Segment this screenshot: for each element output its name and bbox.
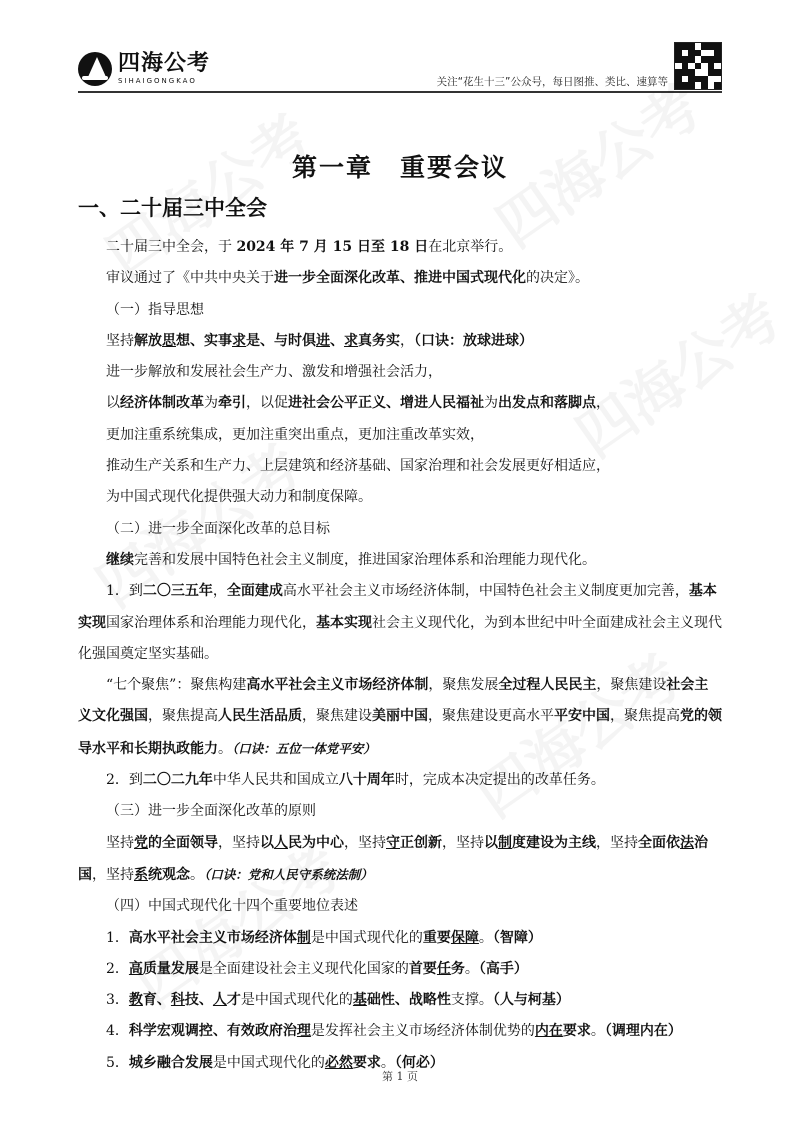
text-segment: 人民生活品质	[218, 708, 302, 725]
text-segment: 完善和发展中国特色社会主义制度，推进国家治理体系和治理能力现代化。	[134, 551, 596, 568]
text-segment: 务	[450, 960, 465, 977]
text-segment: （口诀：放球进球）	[414, 332, 533, 349]
paragraph	[78, 923, 722, 954]
text-segment: 。	[190, 866, 204, 883]
text-segment: 时，完成本决定提出的改革任务。	[394, 772, 605, 789]
text-segment: 社会主义现代化，为到本世纪中叶全面建成社会主义现代化强国奠定坚实基础。	[78, 614, 722, 662]
paragraph	[78, 420, 722, 451]
text-segment: 。	[478, 929, 493, 946]
text-segment: 审议通过了《中共中央关于	[106, 270, 274, 287]
paragraph	[78, 828, 722, 892]
document-body	[78, 232, 722, 1079]
text-segment: 正创新	[400, 834, 442, 851]
text-segment: 民为中心	[288, 834, 344, 851]
header-note: 关注“花生十三”公众号，每日图推、类比、速算等	[436, 76, 668, 88]
text-segment: 求	[232, 332, 246, 349]
text-segment: 牵引	[218, 395, 246, 412]
brand-logo	[78, 52, 210, 86]
section-title: 一、二十届三中全会	[78, 195, 267, 220]
text-segment: 城乡融合发展	[128, 1054, 213, 1071]
text-segment: 进	[316, 332, 330, 349]
text-segment: 求	[344, 332, 358, 349]
text-segment: （三）进一步全面深化改革的原则	[106, 803, 316, 820]
header-divider	[78, 91, 722, 93]
text-segment: 全面依	[638, 834, 680, 851]
text-segment: 技、	[184, 992, 213, 1009]
text-segment: 制	[498, 834, 512, 851]
text-segment: ，	[400, 332, 414, 349]
text-segment: 全过程人民民主	[498, 677, 597, 694]
text-segment: ，聚焦建设更高水平	[428, 708, 554, 725]
paragraph	[78, 295, 722, 326]
text-segment: ，坚持	[596, 834, 638, 851]
text-segment: （智障）	[492, 929, 542, 946]
text-segment: 是中国式现代化的	[212, 1054, 325, 1071]
text-segment: 教	[128, 992, 143, 1009]
text-segment: ，聚焦建设	[596, 677, 667, 694]
text-segment: ，聚焦发展	[428, 677, 499, 694]
paragraph	[78, 514, 722, 545]
text-segment: ，坚持	[344, 834, 386, 851]
text-segment: 高水平社会主义市场经济体	[128, 929, 297, 946]
text-segment: （何必）	[394, 1054, 444, 1071]
text-segment: 坚持	[106, 332, 134, 349]
text-segment: 以	[484, 834, 498, 851]
text-segment: 二〇三五年	[142, 583, 213, 600]
text-segment: ，坚持	[92, 866, 134, 883]
text-segment: （二）进一步全面深化改革的总目标	[106, 520, 330, 537]
paragraph	[78, 326, 722, 357]
text-segment: 要求	[352, 1054, 381, 1071]
text-segment: 的全面领导	[148, 834, 218, 851]
logo-name: 四海公考	[118, 51, 211, 76]
text-segment: 平安中国	[554, 708, 610, 725]
text-segment: ，以促	[246, 395, 288, 412]
text-segment: 是、与时俱	[246, 332, 316, 349]
text-segment: 重要	[422, 929, 451, 946]
text-segment: 1．	[106, 929, 129, 946]
text-segment: 基本实现	[78, 583, 717, 631]
paragraph	[78, 263, 722, 294]
text-segment: 。	[464, 960, 479, 977]
text-segment: 系	[134, 866, 148, 883]
mnemonic-text: （口诀：党和人民守系统法制）	[204, 866, 373, 882]
text-segment: ，聚焦提高	[148, 708, 218, 725]
text-segment: 基本实现	[316, 614, 372, 631]
text-segment: 。	[380, 1054, 395, 1071]
text-segment: 是全面建设社会主义现代化国家的	[198, 960, 409, 977]
text-segment: 支撑。	[450, 992, 493, 1009]
text-segment: 2024	[236, 239, 276, 255]
text-segment: 二〇二九年	[142, 772, 213, 789]
text-segment: 保障	[450, 929, 479, 946]
text-segment: 科学宏观调控、有效政府治	[128, 1023, 297, 1040]
paragraph	[78, 796, 722, 827]
text-segment: 继续	[106, 551, 134, 568]
text-segment: 5．	[106, 1054, 129, 1071]
text-segment: 年 7 月 15 日至 18 日	[275, 239, 429, 255]
logo-subtitle: SIHAIGONGKAO	[118, 77, 197, 85]
text-segment: 内在	[534, 1023, 563, 1040]
text-segment: 统观念	[148, 866, 190, 883]
text-segment: 社会主义文化强国	[78, 677, 709, 725]
text-segment: 坚持	[106, 834, 134, 851]
paragraph	[78, 765, 722, 796]
text-segment: 推动生产关系和生产力、上层建筑和经济基础、国家治理和社会发展更好相适应，	[106, 458, 610, 475]
paragraph	[78, 451, 722, 482]
paragraph	[78, 891, 722, 922]
text-segment: 更加注重系统集成，更加注重突出重点，更加注重改革实效，	[106, 426, 484, 443]
page-number: 第 1 页	[382, 1070, 418, 1083]
text-segment: 。	[590, 1023, 605, 1040]
paragraph	[78, 670, 722, 765]
text-segment: 质量发展	[142, 960, 199, 977]
text-segment: 2．	[106, 960, 129, 977]
text-segment: 进一步全面深化改革、推进中国式现代化	[274, 270, 526, 287]
sailboat-logo-icon	[78, 52, 112, 86]
text-segment: 经济体制改革	[120, 395, 204, 412]
text-segment: 真务实	[358, 332, 400, 349]
text-segment: 是中国式现代化的	[310, 929, 423, 946]
text-segment: ，聚焦提高	[610, 708, 680, 725]
text-segment: 基	[352, 992, 367, 1009]
text-segment: ，聚焦建设	[302, 708, 372, 725]
text-segment: ，坚持	[442, 834, 484, 851]
text-segment: 八十周年	[338, 772, 395, 789]
text-segment: （高手）	[478, 960, 528, 977]
qr-code-icon	[674, 42, 722, 90]
text-segment: 解放	[134, 332, 162, 349]
text-segment: “七个聚焦”：聚焦构建	[106, 677, 247, 694]
text-segment: 全面建成	[226, 583, 283, 600]
text-segment: 党的领导水平和长期执政能力	[78, 708, 722, 757]
text-segment: 党	[134, 834, 148, 851]
text-segment: 二十届三中全会，于	[106, 239, 237, 255]
text-segment: 治国	[78, 834, 708, 883]
text-segment: （调理内在）	[604, 1023, 682, 1040]
paragraph	[78, 576, 722, 670]
text-segment: 3．	[106, 992, 129, 1009]
text-segment: 人	[274, 834, 288, 851]
text-segment: 中华人民共和国成立	[212, 772, 339, 789]
paragraph	[78, 545, 722, 576]
text-segment: 育、	[142, 992, 171, 1009]
chapter-title: 第一章 重要会议	[291, 153, 508, 182]
paragraph	[78, 1016, 722, 1047]
text-segment: 出发点和落脚点	[498, 395, 596, 412]
text-segment: 础性、战略性	[366, 992, 451, 1009]
text-segment: 以	[260, 834, 274, 851]
paragraph	[78, 954, 722, 985]
paragraph	[78, 232, 722, 263]
text-segment: 为	[484, 395, 498, 412]
text-segment: 想、实事	[176, 332, 232, 349]
text-segment: 守	[386, 834, 400, 851]
text-segment: 必然	[324, 1054, 353, 1071]
text-segment: 、	[330, 332, 344, 349]
text-segment: （人与柯基）	[492, 992, 570, 1009]
paragraph	[78, 357, 722, 388]
text-segment: 2．到	[106, 772, 143, 789]
page-header	[0, 0, 800, 100]
text-segment: 度建设为主线	[512, 834, 596, 851]
text-segment: 是中国式现代化的	[240, 992, 353, 1009]
text-segment: ，坚持	[218, 834, 260, 851]
text-segment: 要求	[562, 1023, 591, 1040]
text-segment: ，	[596, 395, 610, 412]
text-segment: （一）指导思想	[106, 301, 204, 318]
text-segment: 1．到	[106, 583, 143, 600]
text-segment: 思	[162, 332, 176, 349]
text-segment: 制	[296, 929, 311, 946]
text-segment: 为	[204, 395, 218, 412]
text-segment: 人	[212, 992, 227, 1009]
text-segment: 首要	[408, 960, 437, 977]
paragraph	[78, 985, 722, 1016]
mnemonic-text: （口诀：五位一体党平安）	[232, 740, 376, 756]
text-segment: 国家治理体系和治理能力现代化，	[106, 614, 316, 631]
text-segment: 法	[680, 834, 694, 851]
text-segment: 高水平社会主义市场经济体制，中国特色社会主义制度更加完善，	[282, 583, 689, 600]
text-segment: 进社会公平正义、增进人民福祉	[288, 395, 484, 412]
text-segment: 为中国式现代化提供强大动力和制度保障。	[106, 489, 372, 506]
paragraph	[78, 388, 722, 419]
text-segment: 理	[296, 1023, 311, 1040]
text-segment: 是发挥社会主义市场经济体制优势的	[310, 1023, 535, 1040]
text-segment: 。	[218, 740, 232, 757]
text-segment: 4．	[106, 1023, 129, 1040]
paragraph	[78, 482, 722, 513]
text-segment: 在北京举行。	[428, 239, 513, 255]
text-segment: 美丽中国	[372, 708, 428, 725]
text-segment: 才	[226, 992, 241, 1009]
text-segment: 高水平社会主义市场经济体制	[246, 677, 429, 694]
text-segment: 科	[170, 992, 185, 1009]
text-segment: 以	[106, 395, 120, 412]
text-segment: （四）中国式现代化十四个重要地位表述	[106, 898, 358, 915]
text-segment: 高	[128, 960, 143, 977]
text-segment: 任	[436, 960, 451, 977]
text-segment: 的决定》。	[526, 270, 589, 287]
text-segment: ，	[212, 583, 227, 600]
text-segment: 进一步解放和发展社会生产力、激发和增强社会活力，	[106, 364, 442, 381]
